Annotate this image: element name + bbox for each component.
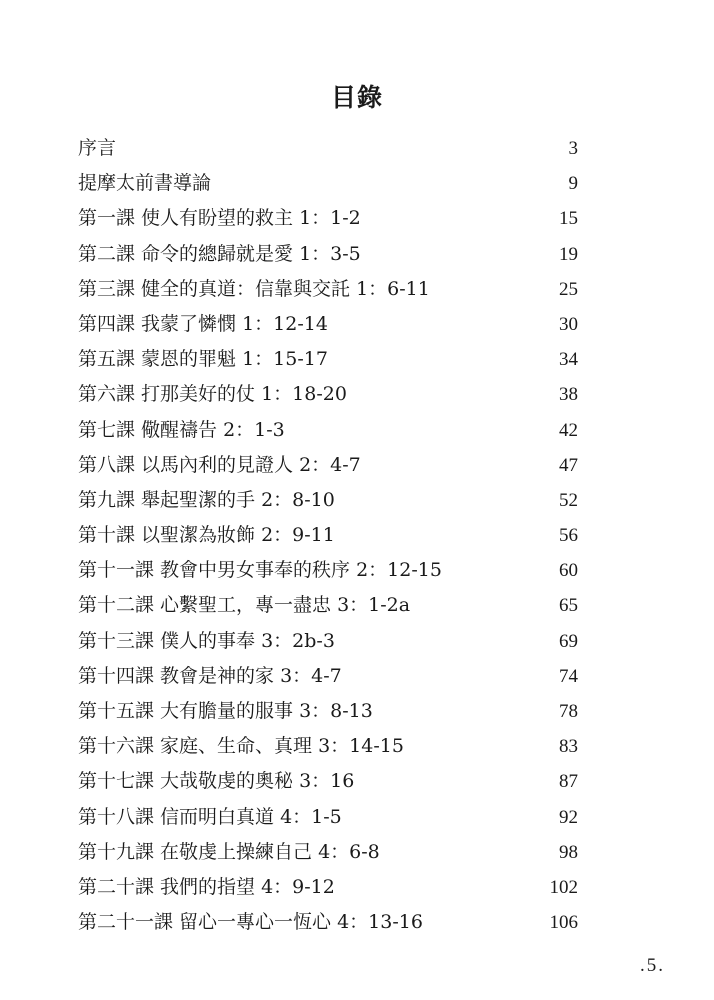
toc-entry-page: 52 <box>559 489 578 511</box>
toc-entry[interactable] <box>78 448 578 483</box>
toc-entry-title: 第十二課 心繫聖工，專一盡忠 3：1-2a <box>78 594 411 617</box>
toc-entry-title: 第二十一課 留心一專心一恆心 4：13-16 <box>78 911 423 934</box>
toc-entry-page: 9 <box>568 173 578 195</box>
toc-entry-page: 92 <box>559 806 578 828</box>
toc-entry-title: 第十九課 在敬虔上操練自己 4：6-8 <box>78 840 380 863</box>
toc-entry-title: 第十八課 信而明白真道 4：1-5 <box>78 805 342 828</box>
toc-entry-page: 34 <box>559 349 578 371</box>
toc-entry-title: 第十六課 家庭、生命、真理 3：14-15 <box>78 735 404 758</box>
toc-entry-title: 第一課 使人有盼望的救主 1：1-2 <box>78 207 361 230</box>
toc-entry-page: 98 <box>559 841 578 863</box>
toc-entry-page: 25 <box>559 278 578 300</box>
page-number: .5. <box>640 955 665 976</box>
toc-entry-title: 第五課 蒙恩的罪魁 1：15-17 <box>78 348 328 371</box>
toc-entry-page: 83 <box>559 736 578 758</box>
toc-entry[interactable] <box>78 272 578 307</box>
toc-entry-page: 3 <box>568 138 578 159</box>
toc-entry-title: 第八課 以馬內利的見證人 2：4-7 <box>78 453 361 476</box>
toc-entry-page: 47 <box>559 454 578 476</box>
toc-entry-title: 第二課 命令的總歸就是愛 1：3-5 <box>78 242 361 265</box>
toc-entry-title: 第四課 我蒙了憐憫 1：12-14 <box>78 312 328 335</box>
toc-entry-title: 第十四課 教會是神的家 3：4-7 <box>78 664 342 687</box>
toc-entry[interactable] <box>78 377 578 412</box>
toc-entry[interactable] <box>78 166 578 201</box>
toc-entry-page: 74 <box>559 665 578 687</box>
toc-entry-page: 56 <box>559 525 578 547</box>
toc-entry-title: 第十課 以聖潔為妝飾 2：9-11 <box>78 524 335 547</box>
toc-entry-page: 15 <box>559 208 578 230</box>
toc-entry[interactable] <box>78 800 578 835</box>
toc-entry[interactable] <box>78 729 578 764</box>
table-of-contents <box>78 131 578 940</box>
toc-entry-title: 第二十課 我們的指望 4：9-12 <box>78 875 335 898</box>
toc-entry[interactable] <box>78 870 578 905</box>
toc-entry[interactable] <box>78 307 578 342</box>
toc-entry-title: 第三課 健全的真道：信靠與交託 1：6-11 <box>78 277 430 300</box>
toc-entry[interactable] <box>78 237 578 272</box>
toc-entry-page: 19 <box>559 243 578 265</box>
toc-entry-page: 60 <box>559 560 578 582</box>
toc-entry[interactable] <box>78 342 578 377</box>
toc-entry[interactable] <box>78 694 578 729</box>
toc-entry-page: 38 <box>559 384 578 406</box>
toc-entry[interactable] <box>78 131 578 166</box>
toc-entry[interactable] <box>78 905 578 940</box>
toc-entry-page: 65 <box>559 595 578 617</box>
toc-entry[interactable] <box>78 483 578 518</box>
toc-entry[interactable] <box>78 553 578 588</box>
toc-entry[interactable] <box>78 835 578 870</box>
toc-entry-page: 69 <box>559 630 578 652</box>
toc-entry-title: 第九課 舉起聖潔的手 2：8-10 <box>78 488 335 511</box>
toc-entry-page: 78 <box>559 701 578 722</box>
toc-entry-title: 第七課 儆醒禱告 2：1-3 <box>78 418 285 441</box>
toc-entry[interactable] <box>78 201 578 236</box>
toc-entry[interactable] <box>78 624 578 659</box>
toc-entry-page: 102 <box>549 876 578 898</box>
page-title: 目錄 <box>330 83 383 112</box>
toc-entry-page: 106 <box>549 912 578 934</box>
toc-entry[interactable] <box>78 413 578 448</box>
toc-entry-title: 第六課 打那美好的仗 1：18-20 <box>78 383 347 406</box>
toc-entry-title: 第十三課 僕人的事奉 3：2b-3 <box>78 629 335 652</box>
toc-entry[interactable] <box>78 588 578 623</box>
toc-entry-page: 42 <box>559 419 578 441</box>
toc-entry-page: 87 <box>559 771 578 793</box>
toc-entry[interactable] <box>78 764 578 799</box>
toc-entry-title: 序言 <box>78 137 117 159</box>
toc-entry-title: 第十五課 大有膽量的服事 3：8-13 <box>78 700 373 722</box>
toc-entry-page: 30 <box>559 313 578 335</box>
toc-entry-title: 第十一課 教會中男女事奉的秩序 2：12-15 <box>78 559 442 582</box>
toc-entry[interactable] <box>78 659 578 694</box>
toc-entry-title: 第十七課 大哉敬虔的奧秘 3：16 <box>78 770 355 793</box>
toc-entry-title: 提摩太前書導論 <box>78 172 212 195</box>
toc-entry[interactable] <box>78 518 578 553</box>
